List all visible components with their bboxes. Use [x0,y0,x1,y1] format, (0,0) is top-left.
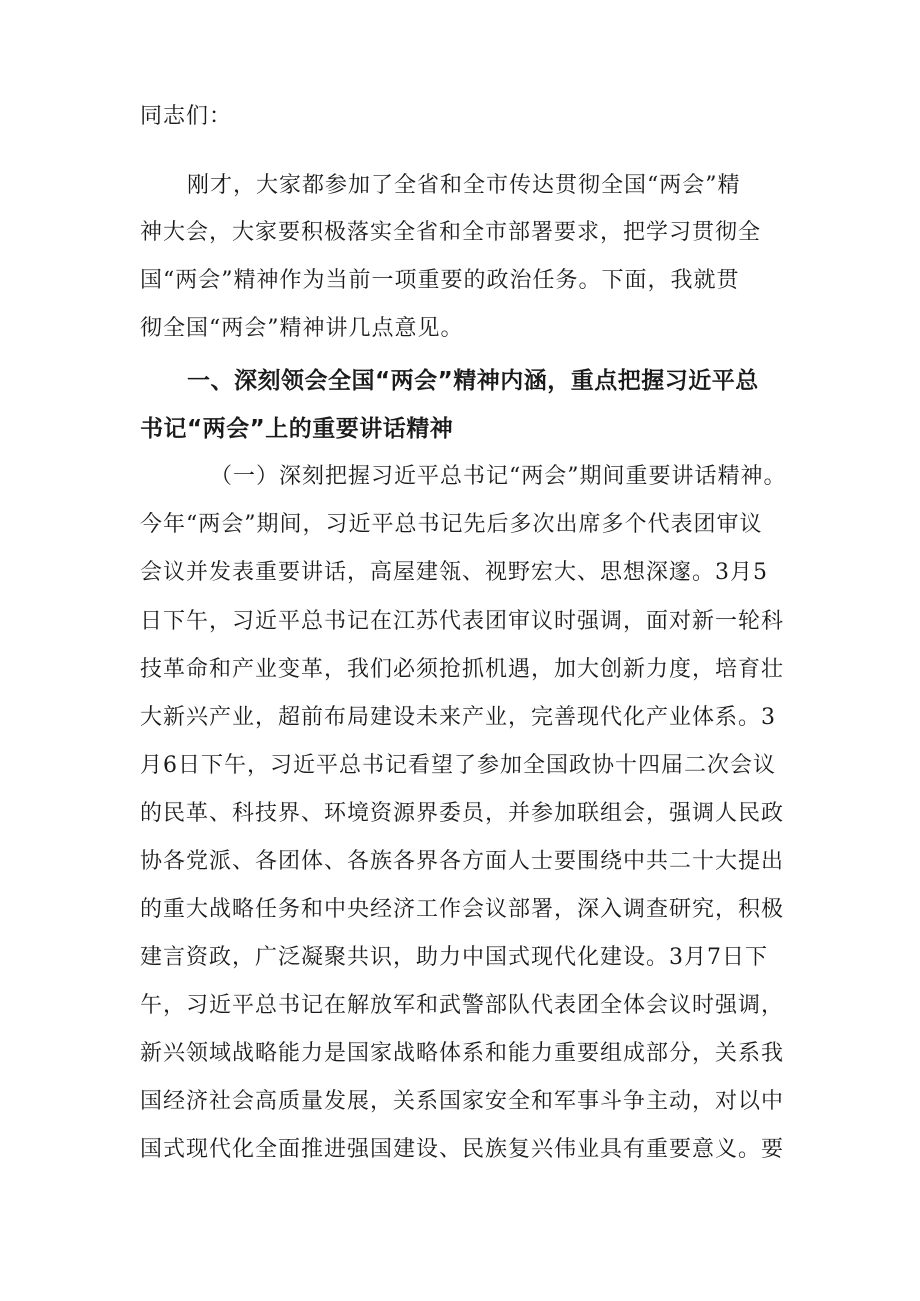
intro-line: 刚才，大家都参加了全省和全市传达贯彻全国“两会”精 [187,173,741,198]
body-line: 国式现代化全面推进强国建设、民族复兴伟业具有重要意义。要 [140,1137,785,1162]
intro-line: 国“两会”精神作为当前一项重要的政治任务。下面，我就贯 [140,268,740,293]
intro-line: 神大会，大家要积极落实全省和全市部署要求，把学习贯彻全 [140,220,762,245]
body-line: 大新兴产业，超前布局建设未来产业，完善现代化产业体系。3 [140,705,776,730]
salutation: 同志们： [140,104,233,129]
body-line: 协各党派、各团体、各族各界各方面人士要围绕中共二十大提出 [140,849,785,874]
body-line: 今年“两会”期间，习近平总书记先后多次出席多个代表团审议 [140,512,763,537]
body-line: 新兴领域战略能力是国家战略体系和能力重要组成部分，关系我 [140,1041,785,1066]
body-line: 月6日下午，习近平总书记看望了参加全国政协十四届二次会议 [140,753,776,778]
body-line: 技革命和产业变革，我们必须抢抓机遇，加大创新力度，培育壮 [140,657,785,682]
body-line: （一）深刻把握习近平总书记“两会”期间重要讲话精神。 [210,464,787,489]
section-heading-line: 书记“两会”上的重要讲话精神 [140,416,454,442]
body-line: 的民革、科技界、环境资源界委员，并参加联组会，强调人民政 [140,801,785,826]
section-heading-line: 一、深刻领会全国“两会”精神内涵，重点把握习近平总 [187,368,759,394]
body-line: 建言资政，广泛凝聚共识，助力中国式现代化建设。3月7日下 [140,945,768,970]
body-line: 的重大战略任务和中央经济工作会议部署，深入调查研究，积极 [140,897,785,922]
body-line: 国经济社会高质量发展，关系国家安全和军事斗争主动，对以中 [140,1089,785,1114]
body-line: 会议并发表重要讲话，高屋建瓴、视野宏大、思想深邃。3月5 [140,560,768,585]
body-line: 午，习近平总书记在解放军和武警部队代表团全体会议时强调， [140,993,785,1018]
body-line: 日下午，习近平总书记在江苏代表团审议时强调，面对新一轮科 [140,609,785,634]
intro-line: 彻全国“两会”精神讲几点意见。 [140,316,464,341]
